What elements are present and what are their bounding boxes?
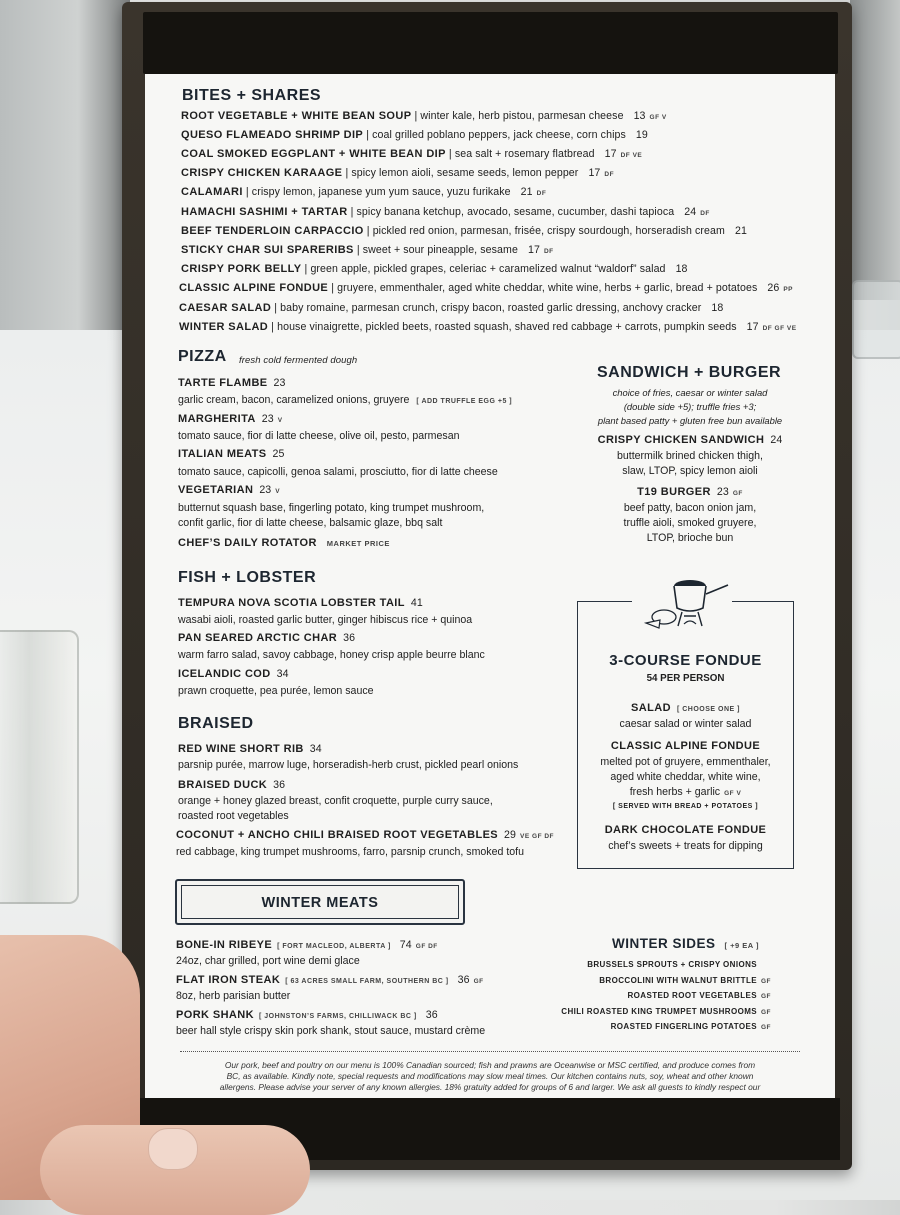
- bites-item-price: 18: [675, 263, 688, 275]
- fish-price: 41: [410, 597, 423, 609]
- side-tags: GF: [761, 993, 772, 1000]
- meat-origin: [ 63 ACRES SMALL FARM, SOUTHERN BC ]: [285, 978, 449, 985]
- burger-tags: GF: [732, 490, 743, 497]
- bites-item-desc: | sea salt + rosemary flatbread: [445, 148, 595, 160]
- bites-item-tags: DF: [543, 248, 554, 255]
- bites-item: [181, 129, 648, 141]
- winter-sides-price: [ +9 EA ]: [724, 941, 759, 950]
- bites-item-desc: | gruyere, emmenthaler, aged white cheddar, white wine, herbs + garlic, bread + potatoes: [328, 282, 758, 294]
- bites-item-name: QUESO FLAMEADO SHRIMP DIP: [181, 129, 364, 141]
- side-item: [587, 960, 775, 969]
- fondue-course-label: [577, 740, 794, 752]
- fondue-alpine-label: CLASSIC ALPINE FONDUE: [610, 740, 761, 752]
- bites-item: [179, 282, 793, 294]
- fondue-title: 3-COURSE FONDUE: [609, 652, 762, 669]
- footer-divider: [180, 1051, 800, 1052]
- bites-item-name: ROOT VEGETABLE + WHITE BEAN SOUP: [181, 110, 412, 122]
- fondue-course-desc: aged white cheddar, white wine,: [610, 771, 761, 783]
- bites-item-name: STICKY CHAR SUI SPARERIBS: [181, 244, 354, 256]
- bites-item-name: CRISPY PORK BELLY: [181, 263, 302, 275]
- footer-text: BC, as available. Kindly note, special requests and modifications may slow meal times. Our kitchen contains nuts, soy, wheat and other known: [226, 1071, 754, 1081]
- sandwich-note: plant based patty + gluten free bun available: [597, 415, 783, 426]
- side-name: BROCCOLINI WITH WALNUT BRITTLE: [599, 975, 757, 985]
- pizza-item: [178, 377, 286, 389]
- bites-item: [181, 263, 688, 275]
- fish-item: [178, 597, 423, 609]
- bites-item-price: 17: [527, 244, 540, 256]
- bites-item-name: COAL SMOKED EGGPLANT + WHITE BEAN DIP: [181, 148, 446, 160]
- fondue-course-label: SALAD: [631, 702, 671, 714]
- braised-desc-2: roasted root vegetables: [178, 810, 289, 822]
- pizza-desc: butternut squash base, fingerling potato, king trumpet mushroom,: [178, 502, 485, 514]
- bites-item-desc: | crispy lemon, japanese yum yum sauce, yuzu furikake: [242, 186, 511, 198]
- bites-item-tags: PP: [783, 286, 794, 293]
- meat-price: 36: [457, 974, 470, 986]
- meat-desc: 24oz, char grilled, port wine demi glace: [176, 955, 360, 967]
- fish-name: PAN SEARED ARCTIC CHAR: [178, 632, 338, 644]
- winter-sides-header: [612, 936, 759, 951]
- fondue-choose: [ CHOOSE ONE ]: [676, 706, 740, 713]
- meat-item: [176, 1009, 438, 1021]
- side-name: CHILI ROASTED KING TRUMPET MUSHROOMS: [561, 1006, 757, 1016]
- bites-title: BITES + SHARES: [182, 87, 322, 104]
- side-tags: GF: [761, 1008, 772, 1016]
- side-name: ROASTED FINGERLING POTATOES: [610, 1022, 757, 1031]
- bites-item-tags: DF: [604, 171, 615, 178]
- pizza-item: [178, 484, 280, 496]
- braised-item: [178, 779, 285, 791]
- fish-item: [178, 632, 355, 644]
- footer-text: Our pork, beef and poultry on our menu is 100% Canadian sourced; fish and prawns are Oceanwise or MSC certified, and produce comes from: [224, 1060, 756, 1070]
- menu-page: [145, 74, 835, 1098]
- bites-item-name: CRISPY CHICKEN KARAAGE: [181, 167, 343, 179]
- fish-item: [178, 668, 289, 680]
- braised-item: [176, 829, 554, 841]
- side-name: BRUSSELS SPROUTS + CRISPY ONIONS: [587, 960, 757, 969]
- bites-item-name: CALAMARI: [181, 186, 243, 198]
- thumbnail: [148, 1128, 198, 1170]
- side-tags: GF: [761, 977, 772, 985]
- fondue-course-desc: chef’s sweets + treats for dipping: [608, 840, 763, 852]
- side-item: [561, 1007, 775, 1016]
- meat-tags: GF: [473, 978, 484, 985]
- fish-price: 36: [343, 632, 356, 644]
- fondue-choc-label: DARK CHOCOLATE FONDUE: [604, 824, 767, 836]
- water-glass-far: [852, 280, 900, 359]
- sandwich-note: choice of fries, caesar or winter salad: [612, 387, 768, 398]
- bites-item-name: CAESAR SALAD: [179, 302, 272, 314]
- braised-price: 29: [504, 829, 517, 841]
- fish-name: TEMPURA NOVA SCOTIA LOBSTER TAIL: [178, 597, 405, 609]
- footer-text: allergens. Please advise your server of any known allergies. 18% gratuity added for groups of 6 and larger. We ask all guests to kindly respect our: [219, 1082, 761, 1092]
- braised-name: RED WINE SHORT RIB: [178, 743, 304, 755]
- bites-item-price: 17: [588, 167, 601, 179]
- rotator-price: MARKET PRICE: [326, 539, 390, 548]
- fondue-alpine-tags: GF V: [724, 790, 742, 797]
- pizza-name: MARGHERITA: [178, 413, 256, 425]
- meat-desc: 8oz, herb parisian butter: [176, 990, 291, 1002]
- burger-name: T19 BURGER: [637, 486, 711, 498]
- braised-tags: VE GF DF: [520, 833, 555, 840]
- bites-item: [181, 244, 554, 256]
- pizza-tags: V: [277, 417, 283, 424]
- side-tags: GF: [761, 1024, 772, 1031]
- bites-item-desc: | baby romaine, parmesan crunch, crispy bacon, roasted garlic dressing, anchovy cracker: [271, 302, 702, 314]
- pizza-extra: [ ADD TRUFFLE EGG +5 ]: [416, 398, 513, 405]
- fish-title: FISH + LOBSTER: [178, 569, 317, 586]
- bites-item-name: HAMACHI SASHIMI + TARTAR: [181, 206, 348, 218]
- bites-item-tags: GF V: [649, 114, 667, 121]
- pizza-price: 23: [273, 377, 286, 389]
- rotator-name: CHEF’S DAILY ROTATOR: [178, 537, 317, 549]
- braised-price: 36: [273, 779, 286, 791]
- bites-item-tags: DF: [700, 210, 710, 217]
- meat-name: PORK SHANK: [176, 1009, 254, 1021]
- bites-item-price: 24: [684, 206, 697, 218]
- bites-item: [179, 302, 723, 314]
- bites-item-price: 26: [767, 282, 780, 294]
- meat-item: [176, 939, 438, 951]
- pizza-title: PIZZA: [178, 348, 227, 365]
- meat-price: 74: [399, 939, 412, 951]
- sandwich-title: SANDWICH + BURGER: [597, 364, 782, 381]
- sandwich-item: [565, 434, 815, 446]
- pizza-price: 23: [261, 413, 274, 425]
- braised-name: COCONUT + ANCHO CHILI BRAISED ROOT VEGETABLES: [176, 829, 499, 841]
- pizza-desc: tomato sauce, fior di latte cheese, olive oil, pesto, parmesan: [178, 430, 460, 442]
- pizza-price: 25: [272, 448, 285, 460]
- bites-item-price: 21: [520, 186, 533, 198]
- pizza-price: 23: [259, 484, 272, 496]
- burger-price: 23: [716, 486, 729, 498]
- bites-item: [181, 225, 747, 237]
- bites-item: [181, 110, 667, 122]
- braised-desc: red cabbage, king trumpet mushrooms, farro, parsnip crunch, smoked tofu: [176, 846, 524, 858]
- bites-item-price: 13: [633, 110, 646, 122]
- bites-item-price: 17: [746, 321, 759, 333]
- fondue-alpine-d3: fresh herbs + garlic: [629, 786, 721, 798]
- bites-item: [181, 167, 614, 179]
- bites-item: [179, 321, 797, 333]
- bites-item-tags: DF GF VE: [762, 325, 797, 332]
- pizza-desc-text: garlic cream, bacon, caramelized onions, gruyere: [178, 394, 410, 406]
- fondue-course: [577, 702, 794, 714]
- bites-item-desc: | pickled red onion, parmesan, frisée, crispy sourdough, horseradish cream: [363, 225, 725, 237]
- bites-item-price: 19: [635, 129, 648, 141]
- meat-origin: [ FORT MACLEOD, ALBERTA ]: [277, 943, 391, 950]
- fondue-price: 54 PER PERSON: [646, 673, 725, 684]
- bites-item: [181, 206, 710, 218]
- braised-name: BRAISED DUCK: [178, 779, 268, 791]
- fondue-served: [ SERVED WITH BREAD + POTATOES ]: [612, 803, 759, 810]
- meat-name: FLAT IRON STEAK: [176, 974, 281, 986]
- bites-item-desc: | coal grilled poblano peppers, jack cheese, corn chips: [363, 129, 626, 141]
- burger-desc: LTOP, brioche bun: [646, 532, 734, 544]
- meat-tags: GF DF: [415, 943, 438, 950]
- burger-desc: truffle aioli, smoked gruyere,: [623, 517, 757, 529]
- pizza-name: ITALIAN MEATS: [178, 448, 267, 460]
- pizza-item: [178, 413, 283, 425]
- pizza-subtitle: fresh cold fermented dough: [239, 355, 358, 366]
- background-window: [0, 0, 130, 330]
- braised-item: [178, 743, 322, 755]
- bites-item-price: 17: [604, 148, 617, 160]
- winter-meats-banner: [175, 879, 465, 925]
- bites-item-desc: | green apple, pickled grapes, celeriac + caramelized walnut “waldorf” salad: [301, 263, 666, 275]
- fish-price: 34: [276, 668, 289, 680]
- meat-item: [176, 974, 484, 986]
- side-item: [611, 1022, 775, 1031]
- fondue-course-desc: melted pot of gruyere, emmenthaler,: [600, 756, 771, 768]
- pizza-desc: [178, 394, 512, 406]
- pizza-tags: V: [275, 488, 281, 495]
- winter-meats-title: WINTER MEATS: [261, 895, 379, 911]
- bites-item-price: 18: [711, 302, 724, 314]
- winter-sides-title: WINTER SIDES: [612, 936, 716, 951]
- bites-item: [181, 186, 546, 198]
- fondue-pot-icon: [632, 574, 732, 632]
- bites-item-desc: | winter kale, herb pistou, parmesan cheese: [411, 110, 624, 122]
- bites-item-price: 21: [734, 225, 747, 237]
- side-name: ROASTED ROOT VEGETABLES: [627, 991, 757, 1000]
- pizza-desc: tomato sauce, capicolli, genoa salami, prosciutto, fior di latte cheese: [178, 466, 498, 478]
- fish-desc: prawn croquette, pea purée, lemon sauce: [178, 685, 374, 697]
- fish-name: ICELANDIC COD: [178, 668, 271, 680]
- braised-title: BRAISED: [178, 715, 254, 732]
- bites-item-desc: | house vinaigrette, pickled beets, roasted squash, shaved red cabbage + carrots, pumpkin seeds: [268, 321, 737, 333]
- pizza-desc-2: confit garlic, fior di latte cheese, balsamic glaze, bbq salt: [178, 517, 443, 529]
- bites-item-tags: DF VE: [620, 152, 643, 159]
- braised-desc: orange + honey glazed breast, confit croquette, purple curry sauce,: [178, 795, 493, 807]
- fondue-course-desc: [577, 786, 794, 798]
- side-item: [627, 991, 775, 1000]
- bites-item-desc: | sweet + sour pineapple, sesame: [353, 244, 518, 256]
- bites-item-desc: | spicy banana ketchup, avocado, sesame, cucumber, dashi tapioca: [347, 206, 675, 218]
- sandwich-price: 24: [770, 434, 783, 446]
- side-item: [599, 976, 775, 985]
- pizza-item: [178, 448, 285, 460]
- fish-desc: warm farro salad, savoy cabbage, honey crisp apple beurre blanc: [178, 649, 485, 661]
- pizza-name: VEGETARIAN: [178, 484, 254, 496]
- background-window-right: [850, 0, 900, 300]
- bites-item: [181, 148, 642, 160]
- bites-item-name: BEEF TENDERLOIN CARPACCIO: [181, 225, 364, 237]
- sandwich-name: CRISPY CHICKEN SANDWICH: [597, 434, 765, 446]
- burger-desc: beef patty, bacon onion jam,: [623, 502, 757, 514]
- fondue-course-desc: caesar salad or winter salad: [619, 718, 752, 730]
- meat-origin: [ JOHNSTON’S FARMS, CHILLIWACK BC ]: [258, 1013, 417, 1020]
- meat-desc: beer hall style crispy skin pork shank, stout sauce, mustard crème: [176, 1025, 486, 1037]
- water-glass: [0, 630, 79, 904]
- fish-desc: wasabi aioli, roasted garlic butter, ginger hibiscus rice + quinoa: [178, 614, 473, 626]
- fondue-course-label: [577, 824, 794, 836]
- sandwich-desc: buttermilk brined chicken thigh,: [616, 450, 764, 462]
- sandwich-note: (double side +5); truffle fries +3;: [623, 401, 757, 412]
- bites-item-name: WINTER SALAD: [179, 321, 269, 333]
- pizza-rotator: [178, 537, 390, 549]
- braised-desc: parsnip purée, marrow luge, horseradish-herb crust, pickled pearl onions: [178, 759, 519, 771]
- burger-item: [565, 486, 815, 498]
- folder-top-band: [143, 12, 838, 74]
- meat-name: BONE-IN RIBEYE: [176, 939, 273, 951]
- bites-item-desc: | spicy lemon aioli, sesame seeds, lemon pepper: [342, 167, 579, 179]
- meat-price: 36: [425, 1009, 438, 1021]
- sandwich-desc: slaw, LTOP, spicy lemon aioli: [622, 465, 758, 477]
- bites-item-tags: DF: [536, 190, 547, 197]
- pizza-name: TARTE FLAMBE: [178, 377, 268, 389]
- braised-price: 34: [309, 743, 322, 755]
- bites-item-name: CLASSIC ALPINE FONDUE: [179, 282, 329, 294]
